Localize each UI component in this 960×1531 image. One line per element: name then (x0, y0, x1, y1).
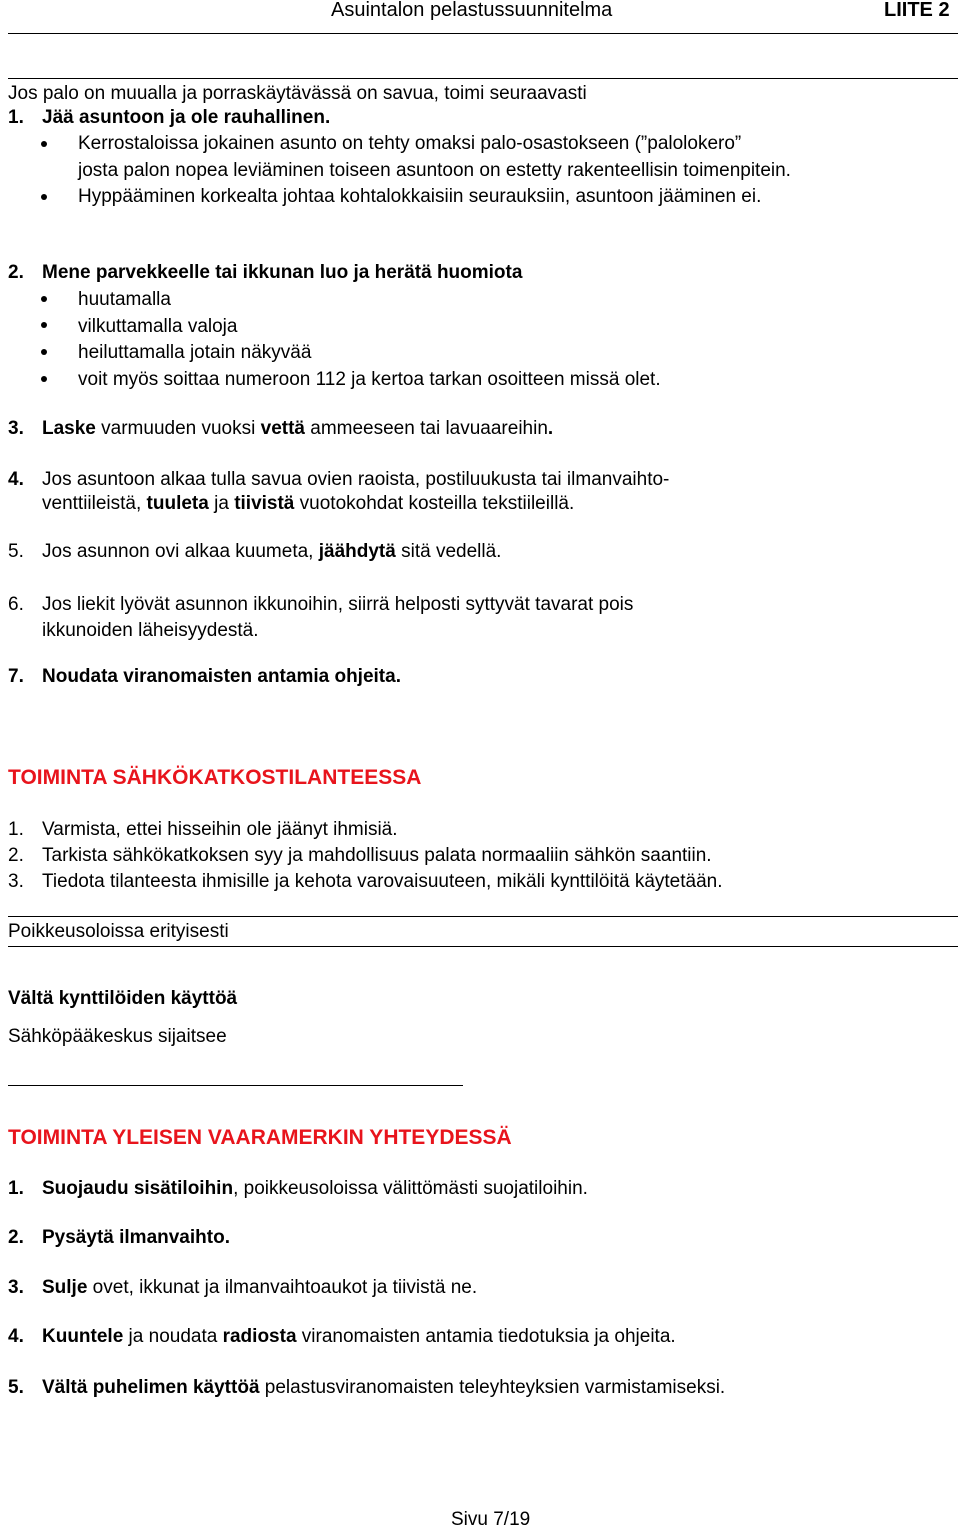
power-outage-title: TOIMINTA SÄHKÖKATKOSTILANTEESSA (8, 766, 422, 789)
step-3-number: 3. (8, 418, 24, 439)
step-4-text: Jos asuntoon alkaa tulla savua ovien raoista, postiluukusta tai ilmanvaihto- (42, 469, 670, 490)
subheading-top-rule (8, 916, 958, 917)
header-rule (8, 33, 958, 34)
alarm-step-5-action: Vältä puhelimen käyttöä (42, 1377, 260, 1398)
step-5-part: Jos asunnon ovi alkaa kuumeta, (42, 541, 319, 562)
step-2-bullet: huutamalla (78, 289, 171, 310)
section-top-rule (8, 78, 958, 79)
step-6-number: 6. (8, 594, 24, 615)
step-2-bullet: voit myös soittaa numeroon 112 ja kertoa tarkan osoitteen missä olet. (78, 369, 661, 390)
alarm-step-4 (42, 1327, 676, 1346)
step-7-text: Noudata viranomaisten antamia ohjeita. (42, 666, 401, 687)
alarm-step-number: 4. (8, 1326, 24, 1347)
step-4-part: vuotokohdat kosteilla tekstiileillä. (294, 493, 575, 514)
alarm-step-number: 3. (8, 1277, 24, 1298)
list-item-number: 3. (8, 871, 24, 892)
step-4-number: 4. (8, 469, 24, 490)
step-5-text (42, 542, 501, 561)
step-1-text: Jää asuntoon ja ole rauhallinen. (42, 107, 331, 128)
fire-elsewhere-heading: Jos palo on muualla ja porraskäytävässä on savua, toimi seuraavasti (8, 83, 587, 104)
list-item-number: 2. (8, 845, 24, 866)
candle-warning: Vältä kynttilöiden käyttöä (8, 988, 238, 1009)
page-number: Sivu 7/19 (451, 1509, 531, 1530)
step-4-seal: tiivistä (234, 493, 295, 514)
alarm-step-5 (42, 1378, 725, 1397)
document-title: Asuintalon pelastussuunnitelma (331, 0, 613, 21)
bullet-icon (41, 296, 47, 302)
alarm-step-4-action: Kuuntele (42, 1326, 124, 1347)
step-6-text: Jos liekit lyövät asunnon ikkunoihin, siirrä helposti syttyvät tavarat pois (42, 594, 634, 615)
step-4-part: venttiileistä, (42, 493, 147, 514)
bullet-icon (41, 141, 47, 147)
subheading-bottom-rule (8, 946, 958, 947)
alarm-step-number: 1. (8, 1178, 24, 1199)
bullet-icon (41, 194, 47, 200)
step-3-verb: Laske (42, 418, 96, 439)
fill-in-line (8, 1085, 463, 1086)
alarm-step-1 (42, 1179, 588, 1198)
alarm-step-3 (42, 1278, 477, 1297)
step-1-number: 1. (8, 107, 24, 128)
alarm-step-4-radio: radiosta (222, 1326, 297, 1347)
alarm-step-3-part: ovet, ikkunat ja ilmanvaihtoaukot ja tiivistä ne. (87, 1277, 478, 1298)
step-2-number: 2. (8, 262, 24, 283)
alarm-step-1-action: Suojaudu sisätiloihin (42, 1178, 234, 1199)
alarm-step-1-part: , poikkeusoloissa välittömästi suojatiloihin. (233, 1178, 588, 1199)
step-7-number: 7. (8, 666, 24, 687)
appendix-label: LIITE 2 (884, 0, 950, 21)
main-panel-location-label: Sähköpääkeskus sijaitsee (8, 1026, 227, 1047)
step-4-text-continued (42, 494, 574, 513)
step-3-part: varmuuden vuoksi (95, 418, 261, 439)
step-6-text-continued: ikkunoiden läheisyydestä. (42, 620, 259, 641)
step-4-ventilate: tuuleta (146, 493, 209, 514)
list-item-number: 1. (8, 819, 24, 840)
alarm-step-4-part: viranomaisten antamia tiedotuksia ja ohjeita. (296, 1326, 676, 1347)
list-item: Varmista, ettei hisseihin ole jäänyt ihmisiä. (42, 819, 398, 840)
step-5-cool: jäähdytä (318, 541, 396, 562)
bullet-icon (41, 322, 47, 328)
alarm-step-3-action: Sulje (42, 1277, 88, 1298)
general-alarm-title: TOIMINTA YLEISEN VAARAMERKIN YHTEYDESSÄ (8, 1126, 512, 1149)
alarm-step-5-part: pelastusviranomaisten teleyhteyksien varmistamiseksi. (259, 1377, 726, 1398)
alarm-step-2: Pysäytä ilmanvaihto. (42, 1227, 230, 1248)
step-4-part: ja (208, 493, 235, 514)
step-2-bullet: vilkuttamalla valoja (78, 316, 238, 337)
step-3-part: ammeeseen tai lavuaareihin (304, 418, 548, 439)
step-5-number: 5. (8, 541, 24, 562)
alarm-step-number: 2. (8, 1227, 24, 1248)
bullet-icon (41, 349, 47, 355)
step-1-bullet: Hyppääminen korkealta johtaa kohtalokkaisiin seurauksiin, asuntoon jääminen ei. (78, 186, 762, 207)
list-item: Tarkista sähkökatkoksen syy ja mahdollisuus palata normaaliin sähkön saantiin. (42, 845, 712, 866)
step-1-bullet: Kerrostaloissa jokainen asunto on tehty omaksi palo-osastokseen (”palolokero” (78, 133, 742, 154)
step-2-text: Mene parvekkeelle tai ikkunan luo ja herätä huomiota (42, 262, 523, 283)
step-3-text (42, 419, 553, 438)
bullet-icon (41, 376, 47, 382)
list-item: Tiedota tilanteesta ihmisille ja kehota varovaisuuteen, mikäli kynttilöitä käytetään. (42, 871, 723, 892)
step-2-bullet: heiluttamalla jotain näkyvää (78, 342, 312, 363)
step-1-bullet-continued: josta palon nopea leviäminen toiseen asuntoon on estetty rakenteellisin toimenpitein. (78, 160, 791, 181)
step-3-water: vettä (260, 418, 305, 439)
alarm-step-4-part: ja noudata (123, 1326, 223, 1347)
step-5-part: sitä vedellä. (395, 541, 502, 562)
step-3-period: . (547, 418, 554, 439)
alarm-step-number: 5. (8, 1377, 24, 1398)
exceptional-conditions-heading: Poikkeusoloissa erityisesti (8, 921, 229, 942)
